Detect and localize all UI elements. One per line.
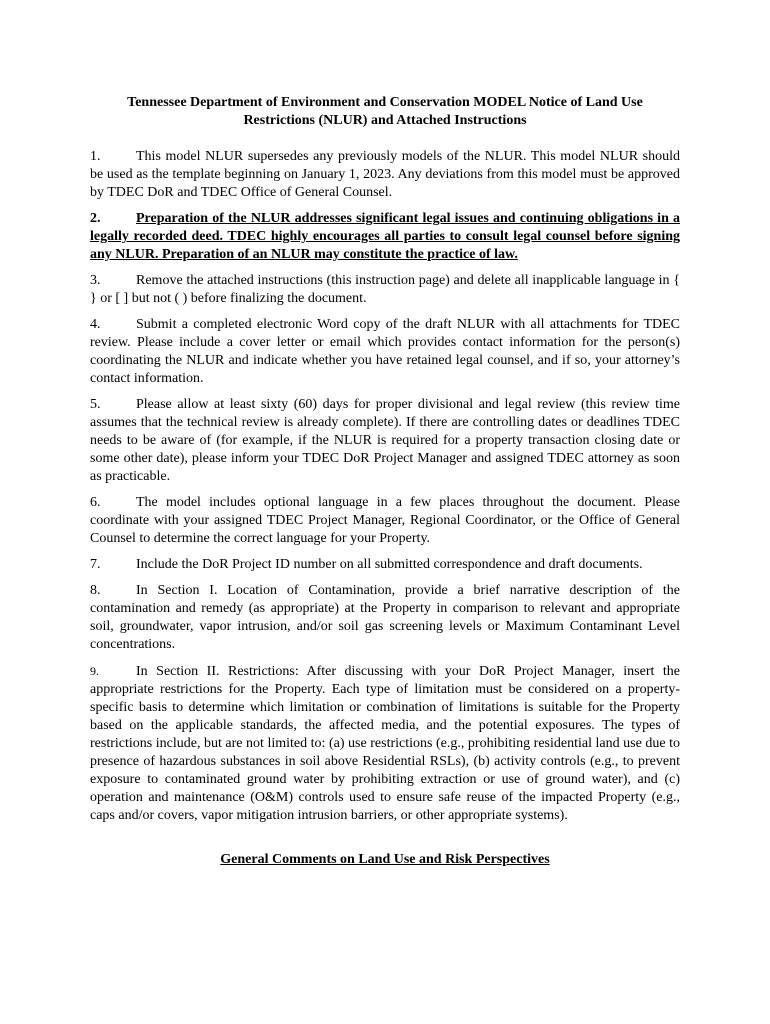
paragraph-number: 2. bbox=[90, 211, 101, 226]
paragraph-7 bbox=[90, 556, 680, 574]
paragraph-text: Preparation of the NLUR addresses significant legal issues and continuing obligations in a legally recorded deed. TDEC highly encourages all parties to consult legal counsel before signing any NLUR. Preparation of an NLUR may constitute the practice of law. bbox=[90, 211, 680, 262]
paragraph-9 bbox=[90, 662, 680, 825]
paragraph-text: In Section II. Restrictions: After discussing with your DoR Project Manager, insert the appropriate restrictions for the Property. Each type of limitation must be considered on a property-specific basis to determine which limitation or combination of limitations is suitable for the Property based on the applicable standards, the affected media, and the potential exposures. The types of restrictions include, but are not limited to: (a) use restrictions (e.g., prohibiting residential land use due to presence of hazardous substances in soil above Residential RSLs), (b) activity controls (e.g., to prevent exposure to contaminated ground water by prohibiting extraction or use of ground water), and (c) operation and maintenance (O&M) controls used to ensure safe reuse of the impacted Property (e.g., caps and/or covers, vapor mitigation intrusion barriers, or other appropriate systems). bbox=[90, 664, 680, 823]
paragraph-4 bbox=[90, 316, 680, 388]
paragraph-number: 5. bbox=[90, 397, 101, 412]
paragraph-number: 7. bbox=[90, 557, 101, 572]
paragraph-6 bbox=[90, 494, 680, 548]
paragraph-text: Submit a completed electronic Word copy of the draft NLUR with all attachments for TDEC review. Please include a cover letter or email which provides contact information for the person(s) coordinating the NLUR and indicate whether you have retained legal counsel, and if so, your attorney’s contact information. bbox=[90, 317, 680, 386]
paragraph-text: The model includes optional language in a few places throughout the document. Please coordinate with your assigned TDEC Project Manager, Regional Coordinator, or the Office of General Counsel to determine the correct language for your Property. bbox=[90, 495, 680, 546]
paragraph-text: In Section I. Location of Contamination, provide a brief narrative description of the contamination and remedy (as appropriate) at the Property in comparison to relevant and appropriate soil, groundwater, vapor intrusion, and/or soil gas screening levels or Maximum Contaminant Level concentrations. bbox=[90, 583, 680, 652]
section-heading: General Comments on Land Use and Risk Perspectives bbox=[220, 852, 550, 867]
paragraph-5 bbox=[90, 396, 680, 486]
paragraph-text: Remove the attached instructions (this instruction page) and delete all inapplicable language in { } or [ ] but not ( ) before finalizing the document. bbox=[90, 273, 680, 306]
paragraph-text: Include the DoR Project ID number on all submitted correspondence and draft documents. bbox=[136, 557, 643, 572]
paragraph-1 bbox=[90, 148, 680, 202]
paragraph-number: 1. bbox=[90, 149, 101, 164]
paragraph-text: Please allow at least sixty (60) days for proper divisional and legal review (this review time assumes that the technical review is already complete). If there are controlling dates or deadlines TDEC needs to be aware of (for example, if the NLUR is required for a property transaction closing date or some other date), please inform your TDEC DoR Project Manager and assigned TDEC attorney as soon as practicable. bbox=[90, 397, 680, 484]
paragraph-number: 6. bbox=[90, 495, 101, 510]
paragraph-3 bbox=[90, 272, 680, 308]
document-title: Tennessee Department of Environment and Conservation MODEL Notice of Land Use Restrictions (NLUR) and Attached Instructions bbox=[127, 95, 643, 128]
paragraph-2 bbox=[90, 210, 680, 264]
paragraph-number: 3. bbox=[90, 273, 101, 288]
paragraph-number: 9. bbox=[90, 664, 99, 678]
paragraph-number: 4. bbox=[90, 317, 101, 332]
paragraph-text: This model NLUR supersedes any previously models of the NLUR. This model NLUR should be used as the template beginning on January 1, 2023. Any deviations from this model must be approved by TDEC DoR and TDEC Office of General Counsel. bbox=[90, 149, 680, 200]
paragraph-8 bbox=[90, 582, 680, 654]
paragraph-number: 8. bbox=[90, 583, 101, 598]
document-page bbox=[90, 94, 680, 869]
